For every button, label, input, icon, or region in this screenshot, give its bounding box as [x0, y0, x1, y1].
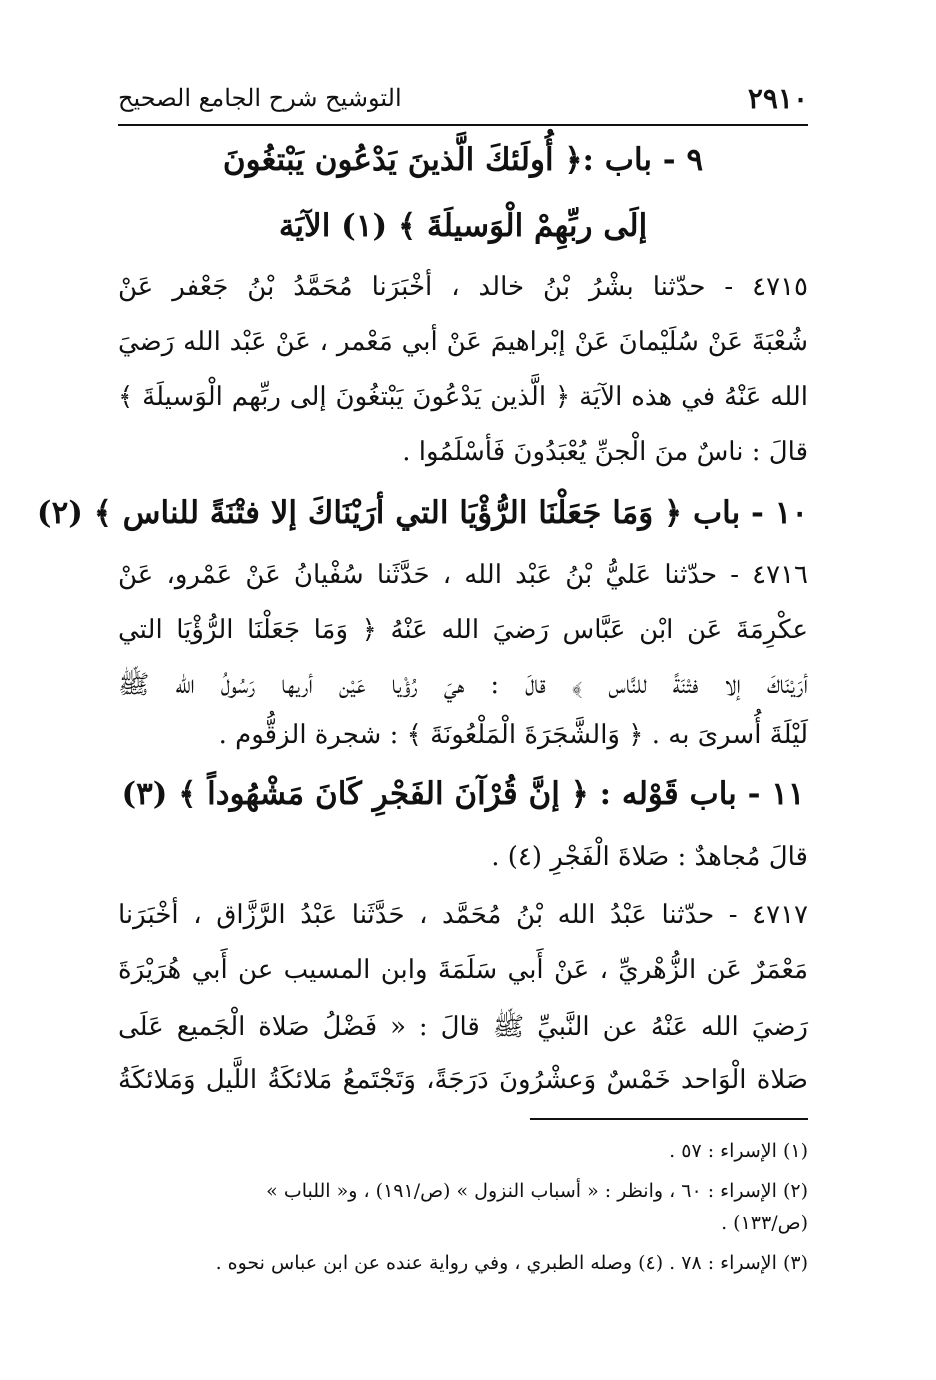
footnote-2-continued: (ص/١٣٣) . [721, 1212, 808, 1234]
hadith-4715-line-1: ٤٧١٥ - حدّثنا بشْرُ بْنُ خالد ، أخْبَرَنا مُحَمَّدُ بْنُ جَعْفر عَنْ [118, 272, 808, 302]
section-11-mujahid-line: قالَ مُجاهدٌ : صَلاةَ الْفَجْرِ (٤) . [491, 842, 808, 872]
hadith-4715-line-3: الله عَنْهُ في هذه الآيَة ﴿ الَّذين يَدْعُونَ يَبْتغُونَ إلى ربِّهم الْوَسيلَةَ ﴾ [118, 382, 808, 412]
section-9-heading-line-2: إلَى ربِّهِمْ الْوَسيلَةَ ﴾ (١) الآيَة [278, 208, 648, 244]
running-title: التوشيح شرح الجامع الصحيح [118, 84, 402, 112]
page-header [118, 78, 808, 126]
hadith-4716-line-1: ٤٧١٦ - حدّثنا عَليُّ بْنُ عَبْد الله ، حَدَّثَنا سُفْيانُ عَنْ عَمْرو، عَنْ [118, 560, 808, 590]
hadith-4716-line-2: عكْرِمَةَ عَن ابْن عَبَّاس رَضيَ الله عَنْهُ ﴿ وَمَا جَعَلْنَا الرُّؤْيَا التي [118, 615, 808, 645]
hadith-4716-line-3: أرَيْنَاكَ إلا فتْنَةً للنَّاس ﴾ قالَ : هيَ رُؤْيا عَيْن أريها رَسُولُ الله ﷺ [118, 670, 808, 700]
page-number: ٢٩١٠ [747, 82, 808, 115]
hadith-4715-line-2: شُعْبَةَ عَنْ سُلَيْمانَ عَنْ إبْراهيمَ عَنْ أبي مَعْمر ، عَنْ عَبْد الله رَضيَ [118, 327, 808, 357]
footnote-divider [530, 1118, 808, 1120]
footnote-2: (٢) الإسراء : ٦٠ ، وانظر : « أسباب النزول » (ص/١٩١) ، و« اللباب » [266, 1180, 808, 1202]
hadith-4717-line-1: ٤٧١٧ - حدّثنا عَبْدُ الله بْنُ مُحَمَّد ، حَدَّثَنا عَبْدُ الرَّزَّاق ، أخْبَرَنا [118, 900, 808, 930]
hadith-4717-line-2: مَعْمَرٌ عَن الزُّهْريِّ ، عَنْ أَبي سَلَمَةَ وابن المسيب عن أَبي هُرَيْرَةَ [118, 955, 808, 985]
section-9-heading-line-1: ٩ - باب :﴿ أُولَئكَ الَّذينَ يَدْعُون يَبْتغُونَ [222, 142, 704, 178]
hadith-4715-line-4: قالَ : ناسٌ منَ الْجنِّ يُعْبَدُونَ فَأسْلَمُوا . [402, 437, 808, 467]
footnote-3-4: (٣) الإسراء : ٧٨ . (٤) وصله الطبري ، وفي رواية عنده عن ابن عباس نحوه . [215, 1252, 808, 1274]
section-11-heading: ١١ - باب قَوْله : ﴿ إنَّ قُرْآنَ الفَجْرِ كَانَ مَشْهُوداً ﴾ (٣) [121, 776, 805, 812]
hadith-4717-line-4: صَلاة الْوَاحد خَمْسٌ وَعشْرُونَ دَرَجَةً، وَتَجْتَمعُ مَلائكَةُ اللَّيل وَمَلائكَةُ [118, 1065, 808, 1095]
section-10-heading: ١٠ - باب ﴿ وَمَا جَعَلْنَا الرُّؤْيَا التي أرَيْنَاكَ إلا فتْنَةً للناس ﴾ (٢) [36, 495, 808, 531]
hadith-4717-line-3: رَضيَ الله عَنْهُ عن النَّبيِّ ﷺ قالَ : « فَضْلُ صَلاة الْجَميع عَلَى [118, 1012, 808, 1042]
footnote-1: (١) الإسراء : ٥٧ . [669, 1140, 808, 1162]
hadith-4716-line-4: لَيْلَةَ أُسرىَ به . ﴿ وَالشَّجَرَةَ الْمَلْعُونَةَ ﴾ : شجرة الزقُّوم . [218, 720, 808, 750]
